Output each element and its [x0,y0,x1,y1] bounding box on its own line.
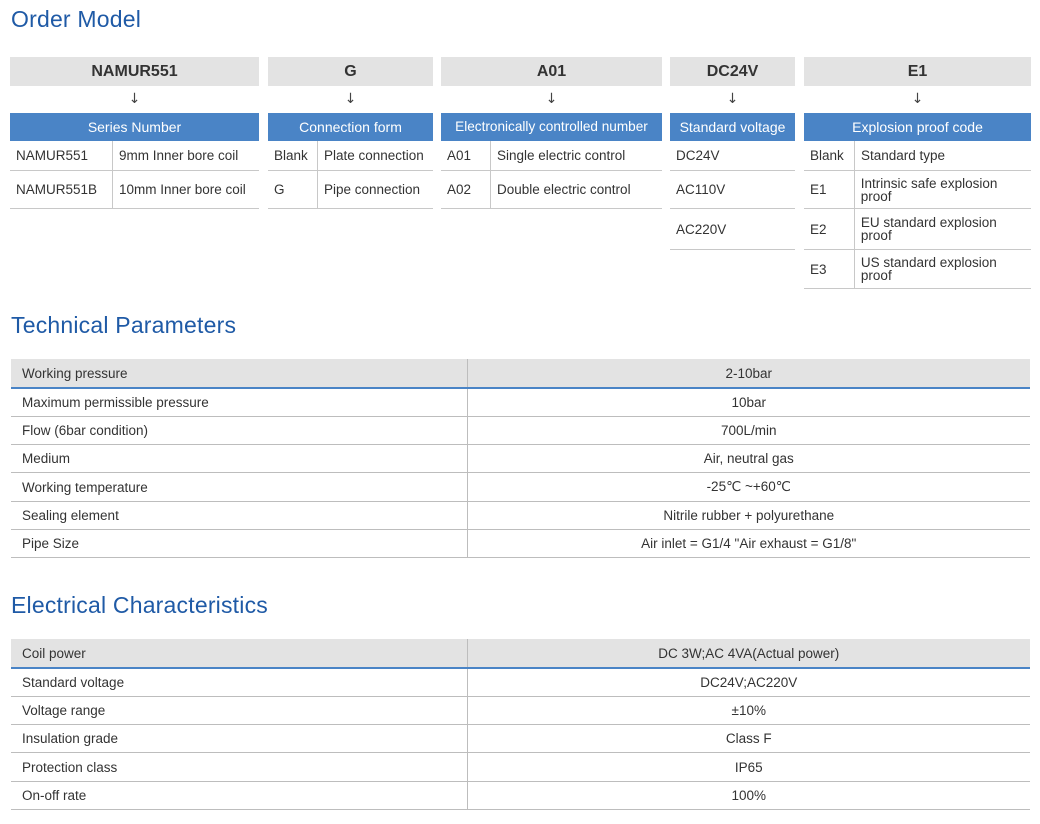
parameter-value: 10bar [467,388,1030,416]
table-row [11,445,1030,473]
option-description: US standard explosion proof [860,255,997,283]
table-row [11,753,1030,781]
option-code: E3 [804,250,855,288]
table-row [11,781,1030,809]
down-arrow-icon: ↓ [128,91,141,107]
parameter-label: Maximum permissible pressure [11,388,467,416]
option-description: 9mm Inner bore coil [119,148,239,163]
column-code: E1 [804,57,1031,86]
characteristic-value: ±10% [467,696,1030,724]
column-subtitle: Electronically controlled number [441,113,662,141]
characteristic-value: IP65 [467,753,1030,781]
table-row [11,696,1030,724]
column-code: NAMUR551 [10,57,259,86]
option-code: E1 [804,171,855,208]
order-model-column-control [441,57,662,209]
parameter-label: Working pressure [11,359,467,388]
option-code: Blank [268,141,318,170]
technical-parameters-table [11,359,1030,558]
option-code: AC110V [676,182,726,197]
option-row [670,209,795,250]
table-row [11,639,1030,668]
electrical-characteristics-title: Electrical Characteristics [11,592,268,618]
option-code: A02 [441,171,491,208]
option-code: Blank [804,141,855,170]
column-subtitle: Explosion proof code [804,113,1031,141]
column-subtitle: Connection form [268,113,433,141]
characteristic-value: DC24V;AC220V [467,668,1030,696]
table-row [11,473,1030,501]
option-code: G [268,171,318,208]
option-description: Standard type [861,148,946,163]
option-description: Intrinsic safe explosion proof [860,175,998,204]
down-arrow-icon: ↓ [726,91,739,107]
option-row [670,171,795,209]
characteristic-label: Standard voltage [11,668,467,696]
parameter-value: 700L/min [467,416,1030,444]
option-code: NAMUR551 [10,141,113,170]
parameter-label: Medium [11,445,467,473]
option-description: Single electric control [497,148,626,163]
order-model-column-explosion [804,57,1031,289]
parameter-value: -25℃ ~+60℃ [467,473,1030,501]
characteristic-label: Voltage range [11,696,467,724]
option-description: Plate connection [324,148,424,163]
option-row [268,171,433,209]
option-code: NAMUR551B [10,171,113,208]
characteristic-label: Coil power [11,639,467,668]
characteristic-value: DC 3W;AC 4VA(Actual power) [467,639,1030,668]
option-description: Pipe connection [324,182,421,197]
table-row [11,416,1030,444]
down-arrow-icon: ↓ [344,91,357,107]
option-row [804,141,1031,171]
parameter-label: Working temperature [11,473,467,501]
parameter-label: Pipe Size [11,529,467,557]
option-code: AC220V [676,221,727,237]
parameter-value: Nitrile rubber + polyurethane [467,501,1030,529]
column-subtitle: Series Number [10,113,259,141]
parameter-label: Flow (6bar condition) [11,416,467,444]
parameter-value: Air inlet = G1/4 "Air exhaust = G1/8" [467,529,1030,557]
parameter-value: 2-10bar [467,359,1030,388]
table-row [11,529,1030,557]
option-description: Double electric control [497,182,631,197]
characteristic-label: Protection class [11,753,467,781]
characteristic-value: Class F [467,725,1030,753]
characteristic-label: On-off rate [11,781,467,809]
option-row [10,171,259,209]
order-model-column-voltage [670,57,795,250]
option-description: EU standard explosion proof [860,215,997,243]
order-model-column-connection [268,57,433,209]
parameter-value: Air, neutral gas [467,445,1030,473]
option-row [670,141,795,171]
down-arrow-icon: ↓ [911,91,924,107]
order-model-column-series [10,57,259,209]
option-row [10,141,259,171]
option-row [441,141,662,171]
column-code: DC24V [670,57,795,86]
option-code: DC24V [676,148,720,163]
option-description: 10mm Inner bore coil [119,182,246,197]
option-row [804,209,1031,250]
column-code: A01 [441,57,662,86]
option-row [804,250,1031,289]
order-model-title: Order Model [11,6,142,32]
option-row [441,171,662,209]
table-row [11,388,1030,416]
characteristic-value: 100% [467,781,1030,809]
technical-parameters-title: Technical Parameters [11,312,237,338]
table-row [11,668,1030,696]
parameter-label: Sealing element [11,501,467,529]
column-subtitle: Standard voltage [670,113,795,141]
option-code: E2 [804,209,855,249]
option-row [268,141,433,171]
option-code: A01 [441,141,491,170]
table-row [11,359,1030,388]
down-arrow-icon: ↓ [545,91,558,107]
characteristic-label: Insulation grade [11,725,467,753]
option-row [804,171,1031,209]
table-row [11,501,1030,529]
table-row [11,725,1030,753]
electrical-characteristics-table [11,639,1030,810]
column-code: G [268,57,433,86]
